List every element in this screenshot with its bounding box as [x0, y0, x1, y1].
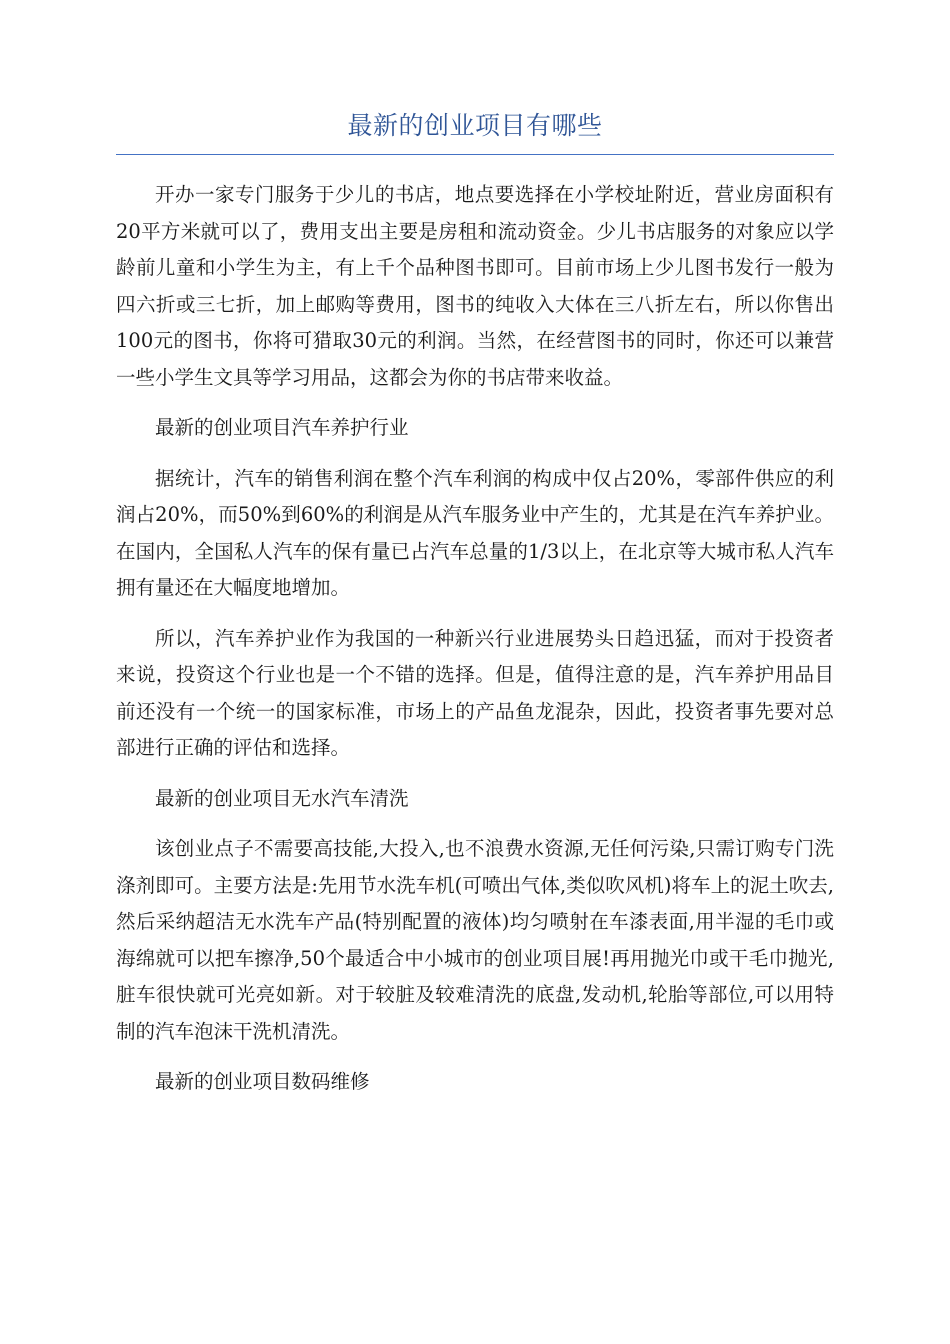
section-heading-car-maintenance: 最新的创业项目汽车养护行业 — [155, 416, 409, 439]
paragraph-car-maintenance-industry: 所以，汽车养护业作为我国的一种新兴行业进展势头日趋迅猛，而对于投资者来说，投资这个行业也是一个不错的选择。但是，值得注意的是，汽车养护用品目前还没有一个统一的国家标准，市场上的产品鱼龙混杂，因此，投资者事先要对总部进行正确的评估和选择。 — [116, 626, 834, 759]
document-page — [116, 108, 834, 1115]
document-title: 最新的创业项目有哪些 — [347, 111, 603, 140]
section-heading-digital-repair: 最新的创业项目数码维修 — [155, 1070, 370, 1093]
paragraph-children-bookstore: 开办一家专门服务于少儿的书店，地点要选择在小学校址附近，营业房面积有20平方米就可以了，费用支出主要是房租和流动资金。少儿书店服务的对象应以学龄前儿童和小学生为主，有上千个品种图书即可。目前市场上少儿图书发行一般为四六折或三七折，加上邮购等费用，图书的纯收入大体在三八折左右，所以你售出100元的图书，你将可猎取30元的利润。当然，在经营图书的同时，你还可以兼营一些小学生文具等学习用品，这都会为你的书店带来收益。 — [116, 183, 834, 389]
paragraph-waterless-car-wash: 该创业点子不需要高技能,大投入,也不浪费水资源,无任何污染,只需订购专门洗涤剂即可。主要方法是:先用节水洗车机(可喷出气体,类似吹风机)将车上的泥土吹去,然后采纳超洁无水洗车产品(特别配置的液体)均匀喷射在车漆表面,用半湿的毛巾或海绵就可以把车擦净,50个最适合中小城市的创业项目展!再用抛光巾或干毛巾抛光,脏车很快就可光亮如新。对于较脏及较难清洗的底盘,发动机,轮胎等部位,可以用特制的汽车泡沫干洗机清洗。 — [116, 837, 834, 1043]
section-heading-waterless-car-wash: 最新的创业项目无水汽车清洗 — [155, 786, 409, 810]
title-underline — [116, 154, 834, 155]
paragraph-car-profit-statistics: 据统计，汽车的销售利润在整个汽车利润的构成中仅占20%，零部件供应的利润占20%，而50%到60%的利润是从汽车服务业中产生的，尤其是在汽车养护业。在国内，全国私人汽车的保有量已占汽车总量的1/3以上，在北京等大城市私人汽车拥有量还在大幅度地增加。 — [116, 466, 834, 599]
document-body — [116, 177, 834, 1101]
